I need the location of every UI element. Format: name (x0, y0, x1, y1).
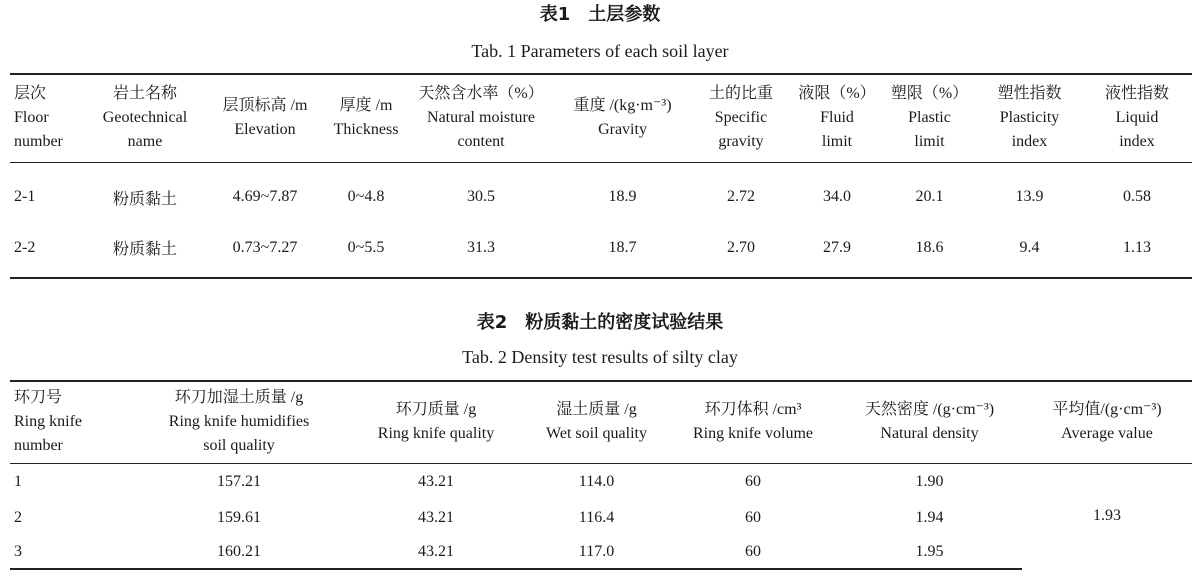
table-cell: 43.21 (418, 473, 454, 491)
column-header-line: 平均值/(g·cm⁻³) (1052, 401, 1162, 419)
table1-column-header (407, 74, 555, 162)
table-cell: 43.21 (418, 509, 454, 526)
table-cell: 18.7 (555, 224, 690, 278)
column-header-line: 环刀体积 /cm³ (704, 401, 802, 419)
table1-caption-cn: 表1 土层参数 (539, 4, 661, 25)
column-header-line: 环刀加湿土质量 /g (174, 389, 304, 407)
table-cell: 31.3 (407, 224, 555, 278)
average-value-cell: 1.93 (1093, 507, 1121, 525)
table-cell: 2-2 (10, 224, 85, 278)
table-cell: 2 (14, 509, 22, 526)
table-cell: 13.9 (1015, 188, 1044, 206)
column-header-cn: 岩土名称 (112, 85, 177, 103)
table1-column-header (1082, 74, 1192, 162)
table2-column-header (130, 381, 348, 463)
table-cell: 116.4 (578, 509, 615, 526)
table-row (10, 224, 1192, 278)
table-cell: 157.21 (217, 473, 261, 491)
table-cell: 18.9 (608, 188, 637, 206)
table-row (10, 501, 1192, 535)
column-header-en: number (14, 133, 63, 151)
table-row (10, 463, 1192, 501)
table-cell: 2-1 (14, 188, 36, 206)
column-header-cn: 塑限（%） (890, 85, 969, 103)
table-cell: 0~5.5 (325, 224, 407, 278)
column-header-cn: 厚度 /m (339, 97, 393, 115)
table-cell: 27.9 (792, 224, 882, 278)
column-header-line: 环刀质量 /g (395, 401, 477, 419)
table1-caption-en: Tab. 1 Parameters of each soil layer (471, 41, 729, 61)
column-header-en: limit (821, 133, 853, 151)
table-cell: 60 (745, 509, 761, 526)
column-header-cn: 塑性指数 (997, 85, 1062, 103)
column-header-en: content (457, 133, 505, 151)
table-cell: 2.70 (690, 224, 792, 278)
table-cell: 1.13 (1082, 224, 1192, 278)
table-cell: 1 (14, 473, 22, 491)
table1-column-header (325, 74, 407, 162)
column-header-line: Ring knife humidifies (168, 413, 310, 431)
table-cell: 3 (10, 535, 130, 569)
table-cell: 粉质黏土 (85, 224, 205, 278)
table-cell: 60 (669, 535, 837, 569)
table1-column-header (977, 74, 1082, 162)
table1-column-header (555, 74, 690, 162)
table-cell: 1.95 (837, 535, 1022, 569)
table1-column-header (882, 74, 977, 162)
table-cell: 0~4.8 (347, 188, 385, 206)
table-cell: 114.0 (578, 473, 615, 491)
column-header-line: soil quality (203, 437, 275, 455)
column-header-en: index (1011, 133, 1048, 151)
column-header-en: Plastic (908, 109, 951, 127)
column-header-cn: 液限（%） (798, 85, 876, 103)
column-header-line: Average value (1061, 425, 1153, 443)
column-header-line: 环刀号 (14, 389, 63, 407)
column-header-en: Liquid (1115, 109, 1159, 127)
column-header-cn: 天然含水率（%） (418, 85, 544, 103)
column-header-cn: 土的比重 (708, 85, 773, 103)
table-cell: 159.61 (217, 509, 261, 526)
column-header-en: Thickness (333, 121, 399, 139)
column-header-en: Gravity (598, 121, 647, 139)
column-header-en: Natural moisture (427, 109, 535, 127)
table-cell: 160.21 (130, 535, 348, 569)
column-header-line: Ring knife (14, 413, 82, 431)
table1-column-header (690, 74, 792, 162)
table1-header-row (10, 74, 1192, 162)
table-cell: 9.4 (977, 224, 1082, 278)
column-header-en: Plasticity (999, 109, 1060, 127)
column-header-en: name (127, 133, 163, 151)
table-cell: 1.90 (915, 473, 944, 491)
table2-column-header (837, 381, 1022, 463)
table-cell: 2.72 (727, 188, 755, 206)
column-header-en: Fluid (820, 109, 854, 127)
table-cell: 117.0 (524, 535, 669, 569)
column-header-line: Wet soil quality (546, 425, 647, 443)
column-header-line: 湿土质量 /g (556, 401, 637, 419)
table1-column-header (85, 74, 205, 162)
column-header-en: Specific (714, 109, 768, 127)
table1-column-header (10, 74, 85, 162)
density-test-table (10, 380, 1192, 570)
column-header-en: gravity (718, 133, 764, 151)
column-header-cn: 层次 (14, 85, 47, 103)
table1-column-header (205, 74, 325, 162)
column-header-cn: 层顶标高 /m (222, 97, 308, 115)
column-header-en: Floor (14, 109, 49, 127)
table-cell: 4.69~7.87 (232, 188, 298, 206)
table-cell: 18.6 (882, 224, 977, 278)
table2-column-header (1022, 381, 1192, 463)
table2-column-header (10, 381, 130, 463)
column-header-cn: 液性指数 (1104, 85, 1169, 103)
soil-parameters-table (10, 73, 1192, 279)
table2-column-header (524, 381, 669, 463)
table-cell: 30.5 (467, 188, 495, 206)
table-cell: 0.58 (1123, 188, 1151, 206)
table1-body (10, 162, 1192, 278)
table-cell: 1.94 (915, 509, 944, 526)
table-cell: 20.1 (915, 188, 944, 206)
table2-column-header (348, 381, 524, 463)
column-header-cn: 重度 /(kg·m⁻³) (573, 97, 672, 115)
table-cell: 60 (745, 473, 761, 491)
table-cell: 43.21 (348, 535, 524, 569)
table-row (10, 535, 1192, 569)
column-header-en: limit (914, 133, 945, 151)
table-cell: 粉质黏土 (112, 190, 177, 208)
table-cell: 34.0 (823, 188, 851, 206)
column-header-line: Natural density (880, 425, 979, 443)
table2-caption-cn: 表2 粉质黏土的密度试验结果 (476, 312, 724, 333)
column-header-en: index (1119, 133, 1155, 151)
table2-body (10, 463, 1192, 569)
column-header-line: Ring knife volume (693, 425, 813, 443)
table-row (10, 162, 1192, 224)
table-cell: 0.73~7.27 (205, 224, 325, 278)
column-header-en: Elevation (234, 121, 296, 139)
table2-header-row (10, 381, 1192, 463)
column-header-line: number (14, 437, 63, 455)
table2-column-header (669, 381, 837, 463)
column-header-line: Ring knife quality (377, 425, 495, 443)
column-header-en: Geotechnical (102, 109, 188, 127)
column-header-line: 天然密度 /(g·cm⁻³) (864, 401, 995, 419)
table2-caption-en: Tab. 2 Density test results of silty clay (462, 347, 738, 367)
table1-column-header (792, 74, 882, 162)
